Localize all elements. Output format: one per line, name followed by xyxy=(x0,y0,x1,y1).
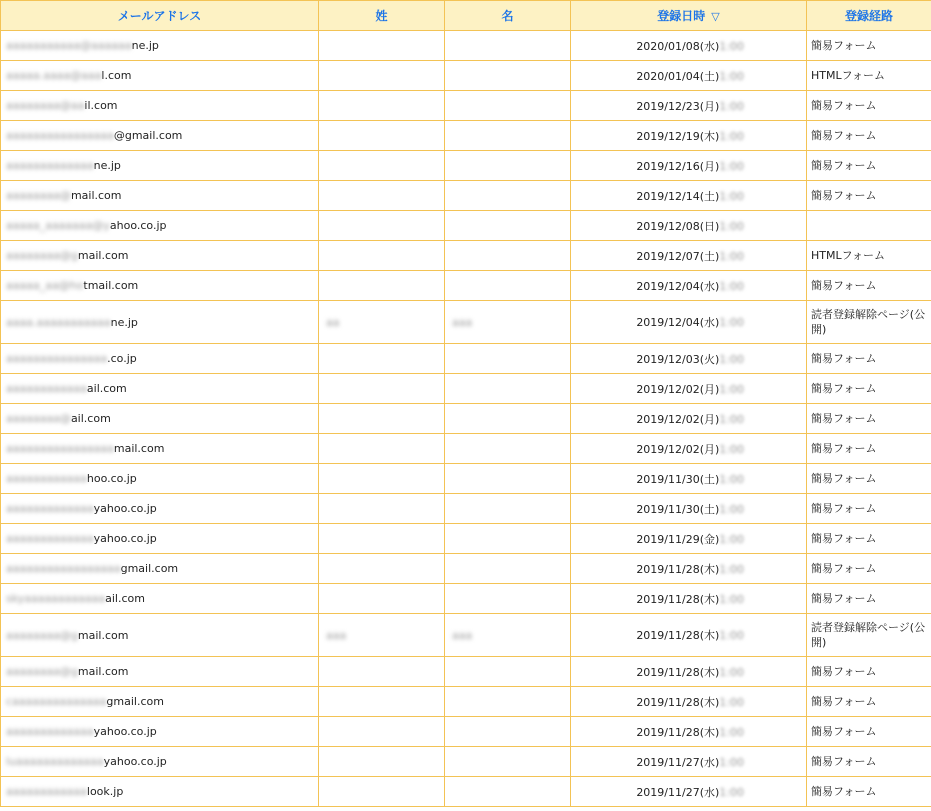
first-name-cell xyxy=(445,584,571,614)
table-row[interactable] xyxy=(1,91,931,121)
route-cell xyxy=(807,61,931,91)
email-domain: yahoo.co.jp xyxy=(93,725,157,738)
email-domain: ne.jp xyxy=(93,159,121,172)
first-name-cell xyxy=(445,464,571,494)
email-cell[interactable] xyxy=(1,494,319,524)
email-masked: aaaaaaaaaaaaa xyxy=(6,725,94,738)
email-domain: ail.com xyxy=(86,382,127,395)
registered-date: 2019/12/03(火) xyxy=(636,352,720,366)
registered-at-cell xyxy=(571,524,807,554)
email-domain: look.jp xyxy=(86,785,124,798)
route-cell xyxy=(807,271,931,301)
email-masked: aaaaaaaaaaaaaaaa xyxy=(6,442,114,455)
last-name-cell xyxy=(319,494,445,524)
route-cell xyxy=(807,614,931,657)
route-value: 簡易フォーム xyxy=(811,532,877,545)
registered-time: 1:00 xyxy=(719,755,744,769)
column-header-email-label: メールアドレス xyxy=(117,9,202,23)
registered-date: 2019/12/16(月) xyxy=(636,159,720,173)
registered-time: 1:00 xyxy=(719,189,744,203)
route-value: 簡易フォーム xyxy=(811,189,877,202)
email-masked: aaaaaaaaaaaaa xyxy=(6,502,94,515)
email-domain: ne.jp xyxy=(131,39,159,52)
email-domain: l.com xyxy=(101,69,132,82)
registered-time: 1:00 xyxy=(719,99,744,113)
route-value: 簡易フォーム xyxy=(811,665,877,678)
registered-date: 2019/11/28(木) xyxy=(636,562,720,576)
email-cell[interactable] xyxy=(1,464,319,494)
email-cell[interactable] xyxy=(1,374,319,404)
table-row[interactable] xyxy=(1,554,931,584)
email-masked: aaaaaaaa@ xyxy=(6,189,71,202)
registered-date: 2019/11/28(木) xyxy=(636,629,720,642)
email-cell[interactable] xyxy=(1,584,319,614)
email-masked: aaaaa_aa@ho xyxy=(6,279,84,292)
first-name-cell xyxy=(445,31,571,61)
registered-at-cell xyxy=(571,554,807,584)
email-masked: aaaaaaaaaaaa xyxy=(6,785,87,798)
route-cell xyxy=(807,657,931,687)
registered-time: 1:00 xyxy=(719,249,744,263)
email-domain: mail.com xyxy=(77,628,129,642)
table-row[interactable] xyxy=(1,211,931,241)
route-cell xyxy=(807,31,931,61)
email-cell[interactable] xyxy=(1,61,319,91)
first-name-cell xyxy=(445,524,571,554)
last-name-cell xyxy=(319,151,445,181)
registered-time: 1:00 xyxy=(719,279,744,293)
last-name-cell xyxy=(319,61,445,91)
email-domain: gmail.com xyxy=(120,562,179,575)
email-cell[interactable] xyxy=(1,31,319,61)
table-row[interactable] xyxy=(1,584,931,614)
email-domain: mail.com xyxy=(77,665,129,678)
route-value: 簡易フォーム xyxy=(811,39,877,52)
email-masked: aaaaaaaa@ xyxy=(6,412,71,425)
table-row[interactable] xyxy=(1,777,931,807)
route-cell xyxy=(807,241,931,271)
email-cell[interactable] xyxy=(1,344,319,374)
email-cell[interactable] xyxy=(1,687,319,717)
last-name-cell xyxy=(319,31,445,61)
registered-time: 1:00 xyxy=(719,129,744,143)
table-row[interactable] xyxy=(1,614,931,657)
first-name-cell xyxy=(445,271,571,301)
registered-date: 2019/11/28(木) xyxy=(636,725,720,739)
registered-at-cell xyxy=(571,211,807,241)
registered-time: 1:00 xyxy=(719,502,744,516)
first-name-cell xyxy=(445,494,571,524)
registered-at-cell xyxy=(571,271,807,301)
registered-at-cell xyxy=(571,241,807,271)
email-cell[interactable] xyxy=(1,747,319,777)
table-row[interactable] xyxy=(1,374,931,404)
email-masked: aaaaaaaaaaaaa xyxy=(6,532,94,545)
registered-at-cell xyxy=(571,464,807,494)
email-domain: il.com xyxy=(84,99,118,112)
registered-time: 1:00 xyxy=(719,629,744,642)
last-name-cell xyxy=(319,554,445,584)
route-cell xyxy=(807,211,931,241)
column-header-route-label: 登録経路 xyxy=(844,9,893,23)
route-value: 簡易フォーム xyxy=(811,472,877,485)
registered-at-cell xyxy=(571,181,807,211)
registered-date: 2019/12/02(月) xyxy=(636,382,720,396)
email-domain: mail.com xyxy=(70,189,122,202)
email-cell[interactable] xyxy=(1,151,319,181)
registered-date: 2019/12/02(月) xyxy=(636,412,720,426)
email-cell[interactable] xyxy=(1,404,319,434)
first-name-cell xyxy=(445,181,571,211)
column-header-first-name-label: 名 xyxy=(501,9,514,23)
registered-date: 2019/12/08(日) xyxy=(636,219,720,233)
registered-at-cell xyxy=(571,404,807,434)
email-domain: hoo.co.jp xyxy=(86,472,137,485)
column-header-registered-at[interactable] xyxy=(571,1,807,31)
last-name-cell xyxy=(319,374,445,404)
table-row[interactable] xyxy=(1,301,931,344)
email-cell[interactable] xyxy=(1,271,319,301)
route-value: 簡易フォーム xyxy=(811,725,877,738)
column-header-route[interactable] xyxy=(807,1,931,31)
registered-date: 2019/11/27(水) xyxy=(636,755,720,769)
registered-time: 1:00 xyxy=(719,316,744,329)
registered-at-cell xyxy=(571,614,807,657)
route-value: 簡易フォーム xyxy=(811,279,877,292)
last-name-cell xyxy=(319,121,445,151)
email-masked: aaaaaaaaaaaaaaaa xyxy=(6,129,114,142)
route-cell xyxy=(807,524,931,554)
table-row[interactable] xyxy=(1,657,931,687)
table-row[interactable] xyxy=(1,121,931,151)
email-domain: mail.com xyxy=(77,249,129,262)
registered-time: 1:00 xyxy=(719,785,744,799)
table-row[interactable] xyxy=(1,271,931,301)
email-domain: ail.com xyxy=(105,592,145,605)
registered-time: 1:00 xyxy=(719,472,744,486)
email-domain: ail.com xyxy=(70,412,111,425)
registered-date: 2020/01/04(土) xyxy=(636,69,720,83)
first-name-cell xyxy=(445,344,571,374)
table-header-row xyxy=(1,1,931,31)
table-row[interactable] xyxy=(1,181,931,211)
sort-descending-icon[interactable]: ▽ xyxy=(711,10,720,23)
registered-at-cell xyxy=(571,91,807,121)
registered-time: 1:00 xyxy=(719,69,744,83)
last-name-cell xyxy=(319,301,445,344)
registered-date: 2019/11/28(木) xyxy=(636,695,720,709)
route-cell xyxy=(807,151,931,181)
first-name-cell xyxy=(445,121,571,151)
registered-at-cell xyxy=(571,747,807,777)
first-name-cell xyxy=(445,374,571,404)
first-name-cell xyxy=(445,434,571,464)
email-masked: aaaaaaaa@g xyxy=(6,249,78,262)
registered-time: 1:00 xyxy=(719,382,744,396)
email-cell[interactable] xyxy=(1,301,319,344)
registered-time: 1:00 xyxy=(719,592,744,606)
registered-at-cell xyxy=(571,494,807,524)
route-cell xyxy=(807,554,931,584)
last-name-cell xyxy=(319,657,445,687)
email-masked: caaaaaaaaaaaaaa xyxy=(6,695,107,708)
route-value: HTMLフォーム xyxy=(811,69,886,82)
route-value: 簡易フォーム xyxy=(811,442,877,455)
email-cell[interactable] xyxy=(1,657,319,687)
table-row[interactable] xyxy=(1,344,931,374)
route-cell xyxy=(807,404,931,434)
table-row[interactable] xyxy=(1,31,931,61)
email-masked: aaaaaaaa@g xyxy=(6,628,78,642)
route-cell xyxy=(807,344,931,374)
email-masked: aaaa.aaaaaaaaaaa xyxy=(6,315,111,329)
last-name-cell xyxy=(319,584,445,614)
first-name-cell xyxy=(445,554,571,584)
registered-at-cell xyxy=(571,374,807,404)
registered-date: 2019/12/02(月) xyxy=(636,442,720,456)
registered-at-cell xyxy=(571,344,807,374)
registered-time: 1:00 xyxy=(719,352,744,366)
email-cell[interactable] xyxy=(1,524,319,554)
registered-date: 2019/11/28(木) xyxy=(636,665,720,679)
first-name-cell xyxy=(445,151,571,181)
route-value: 簡易フォーム xyxy=(811,99,877,112)
last-name-cell xyxy=(319,404,445,434)
email-domain: yahoo.co.jp xyxy=(93,502,157,515)
email-cell[interactable] xyxy=(1,717,319,747)
registered-time: 1:00 xyxy=(719,725,744,739)
table-row[interactable] xyxy=(1,717,931,747)
last-name-cell xyxy=(319,687,445,717)
registered-time: 1:00 xyxy=(719,219,744,233)
route-value: 簡易フォーム xyxy=(811,695,877,708)
email-masked: aaaaaaaa@g xyxy=(6,665,78,678)
registered-time: 1:00 xyxy=(719,665,744,679)
first-name-cell xyxy=(445,657,571,687)
first-name-cell xyxy=(445,241,571,271)
registered-time: 1:00 xyxy=(719,442,744,456)
registered-date: 2019/12/19(木) xyxy=(636,129,720,143)
last-name-cell xyxy=(319,747,445,777)
route-cell xyxy=(807,464,931,494)
last-name-cell xyxy=(319,344,445,374)
email-masked: aaaaaaaaaaaaaaaaa xyxy=(6,562,121,575)
route-cell xyxy=(807,181,931,211)
route-value: 簡易フォーム xyxy=(811,562,877,575)
email-domain: ahoo.co.jp xyxy=(109,219,167,232)
email-cell[interactable] xyxy=(1,211,319,241)
email-domain: .co.jp xyxy=(107,352,137,365)
email-masked: aaaaaaaaaaaa xyxy=(6,382,87,395)
last-name-cell xyxy=(319,181,445,211)
last-name-value: aa xyxy=(326,315,340,329)
email-cell[interactable] xyxy=(1,777,319,807)
registered-date: 2019/12/14(土) xyxy=(636,189,720,203)
email-domain: mail.com xyxy=(113,442,165,455)
email-domain: yahoo.co.jp xyxy=(93,532,157,545)
email-masked: skyaaaaaaaaaaaa xyxy=(6,592,106,605)
registered-date: 2019/11/27(水) xyxy=(636,785,720,799)
last-name-cell xyxy=(319,464,445,494)
column-header-registered-at-label: 登録日時 xyxy=(657,9,706,23)
first-name-cell xyxy=(445,301,571,344)
first-name-cell xyxy=(445,717,571,747)
route-value: 簡易フォーム xyxy=(811,592,877,605)
registered-at-cell xyxy=(571,717,807,747)
registered-date: 2019/11/30(土) xyxy=(636,502,720,516)
table-row[interactable] xyxy=(1,747,931,777)
route-cell xyxy=(807,747,931,777)
table-row[interactable] xyxy=(1,494,931,524)
last-name-cell xyxy=(319,271,445,301)
route-cell xyxy=(807,687,931,717)
first-name-cell xyxy=(445,687,571,717)
registered-at-cell xyxy=(571,301,807,344)
email-cell[interactable] xyxy=(1,181,319,211)
email-domain: tmail.com xyxy=(83,279,139,292)
registered-time: 1:00 xyxy=(719,562,744,576)
registered-date: 2019/11/28(木) xyxy=(636,592,720,606)
column-header-email[interactable] xyxy=(1,1,319,31)
registered-at-cell xyxy=(571,121,807,151)
table-row[interactable] xyxy=(1,524,931,554)
email-masked: aaaaaaaaaaa@aaaaaa xyxy=(6,39,132,52)
registered-date: 2020/01/08(水) xyxy=(636,39,720,53)
route-cell xyxy=(807,717,931,747)
last-name-value: aaa xyxy=(326,628,347,642)
table-row[interactable] xyxy=(1,404,931,434)
email-cell[interactable] xyxy=(1,434,319,464)
email-domain: ne.jp xyxy=(110,315,138,329)
table-row[interactable] xyxy=(1,434,931,464)
route-cell xyxy=(807,121,931,151)
route-value: 簡易フォーム xyxy=(811,412,877,425)
first-name-value: aaa xyxy=(452,628,473,642)
registered-time: 1:00 xyxy=(719,532,744,546)
route-value: 簡易フォーム xyxy=(811,502,877,515)
email-masked: aaaaaaaaaaaaaaa xyxy=(6,352,108,365)
first-name-cell xyxy=(445,91,571,121)
email-cell[interactable] xyxy=(1,614,319,657)
route-value: 簡易フォーム xyxy=(811,755,877,768)
route-value: 簡易フォーム xyxy=(811,159,877,172)
table-row[interactable] xyxy=(1,241,931,271)
email-masked: aaaaaaaaaaaaa xyxy=(6,159,94,172)
route-cell xyxy=(807,434,931,464)
email-domain: @gmail.com xyxy=(113,129,183,142)
route-cell xyxy=(807,584,931,614)
last-name-cell xyxy=(319,241,445,271)
last-name-cell xyxy=(319,777,445,807)
email-masked: aaaaaaaa@aa xyxy=(6,99,85,112)
email-domain: gmail.com xyxy=(106,695,164,708)
registered-time: 1:00 xyxy=(719,412,744,426)
route-cell xyxy=(807,777,931,807)
registered-date: 2019/11/29(金) xyxy=(636,532,720,546)
registered-at-cell xyxy=(571,687,807,717)
email-cell[interactable] xyxy=(1,121,319,151)
registered-at-cell xyxy=(571,151,807,181)
email-domain: yahoo.co.jp xyxy=(103,755,167,768)
route-value: 簡易フォーム xyxy=(811,785,877,798)
registered-at-cell xyxy=(571,61,807,91)
last-name-cell xyxy=(319,434,445,464)
route-value: 簡易フォーム xyxy=(811,129,877,142)
table-row[interactable] xyxy=(1,151,931,181)
route-cell xyxy=(807,91,931,121)
email-cell[interactable] xyxy=(1,554,319,584)
registered-date: 2019/12/04(水) xyxy=(636,316,720,329)
first-name-value: aaa xyxy=(452,315,473,329)
last-name-cell xyxy=(319,91,445,121)
registered-date: 2019/12/07(土) xyxy=(636,249,720,263)
last-name-cell xyxy=(319,211,445,241)
registered-at-cell xyxy=(571,777,807,807)
registered-date: 2019/12/04(水) xyxy=(636,279,720,293)
last-name-cell xyxy=(319,614,445,657)
first-name-cell xyxy=(445,211,571,241)
email-masked: aaaaaaaaaaaa xyxy=(6,472,87,485)
first-name-cell xyxy=(445,777,571,807)
first-name-cell xyxy=(445,614,571,657)
route-value: HTMLフォーム xyxy=(811,249,886,262)
email-masked: aaaaa.aaaa@aaa xyxy=(6,69,102,82)
registered-date: 2019/12/23(月) xyxy=(636,99,720,113)
first-name-cell xyxy=(445,747,571,777)
last-name-cell xyxy=(319,524,445,554)
last-name-cell xyxy=(319,717,445,747)
table-row[interactable] xyxy=(1,61,931,91)
registered-time: 1:00 xyxy=(719,695,744,709)
route-cell xyxy=(807,301,931,344)
registered-at-cell xyxy=(571,657,807,687)
route-cell xyxy=(807,374,931,404)
email-cell[interactable] xyxy=(1,241,319,271)
email-masked: aaaaa_aaaaaaa@y xyxy=(6,219,110,232)
registered-date: 2019/11/30(土) xyxy=(636,472,720,486)
route-value: 読者登録解除ページ(公開) xyxy=(811,621,926,649)
registered-at-cell xyxy=(571,31,807,61)
route-value: 簡易フォーム xyxy=(811,382,877,395)
table-row[interactable] xyxy=(1,687,931,717)
first-name-cell xyxy=(445,404,571,434)
first-name-cell xyxy=(445,61,571,91)
route-value: 読者登録解除ページ(公開) xyxy=(811,308,926,336)
column-header-first-name[interactable] xyxy=(445,1,571,31)
registered-time: 1:00 xyxy=(719,39,744,53)
column-header-last-name-label: 姓 xyxy=(375,9,388,23)
registered-at-cell xyxy=(571,584,807,614)
route-cell xyxy=(807,494,931,524)
table-row[interactable] xyxy=(1,464,931,494)
registered-time: 1:00 xyxy=(719,159,744,173)
column-header-last-name[interactable] xyxy=(319,1,445,31)
registered-at-cell xyxy=(571,434,807,464)
email-cell[interactable] xyxy=(1,91,319,121)
email-masked: luaaaaaaaaaaaaa xyxy=(6,755,104,768)
route-value: 簡易フォーム xyxy=(811,352,877,365)
